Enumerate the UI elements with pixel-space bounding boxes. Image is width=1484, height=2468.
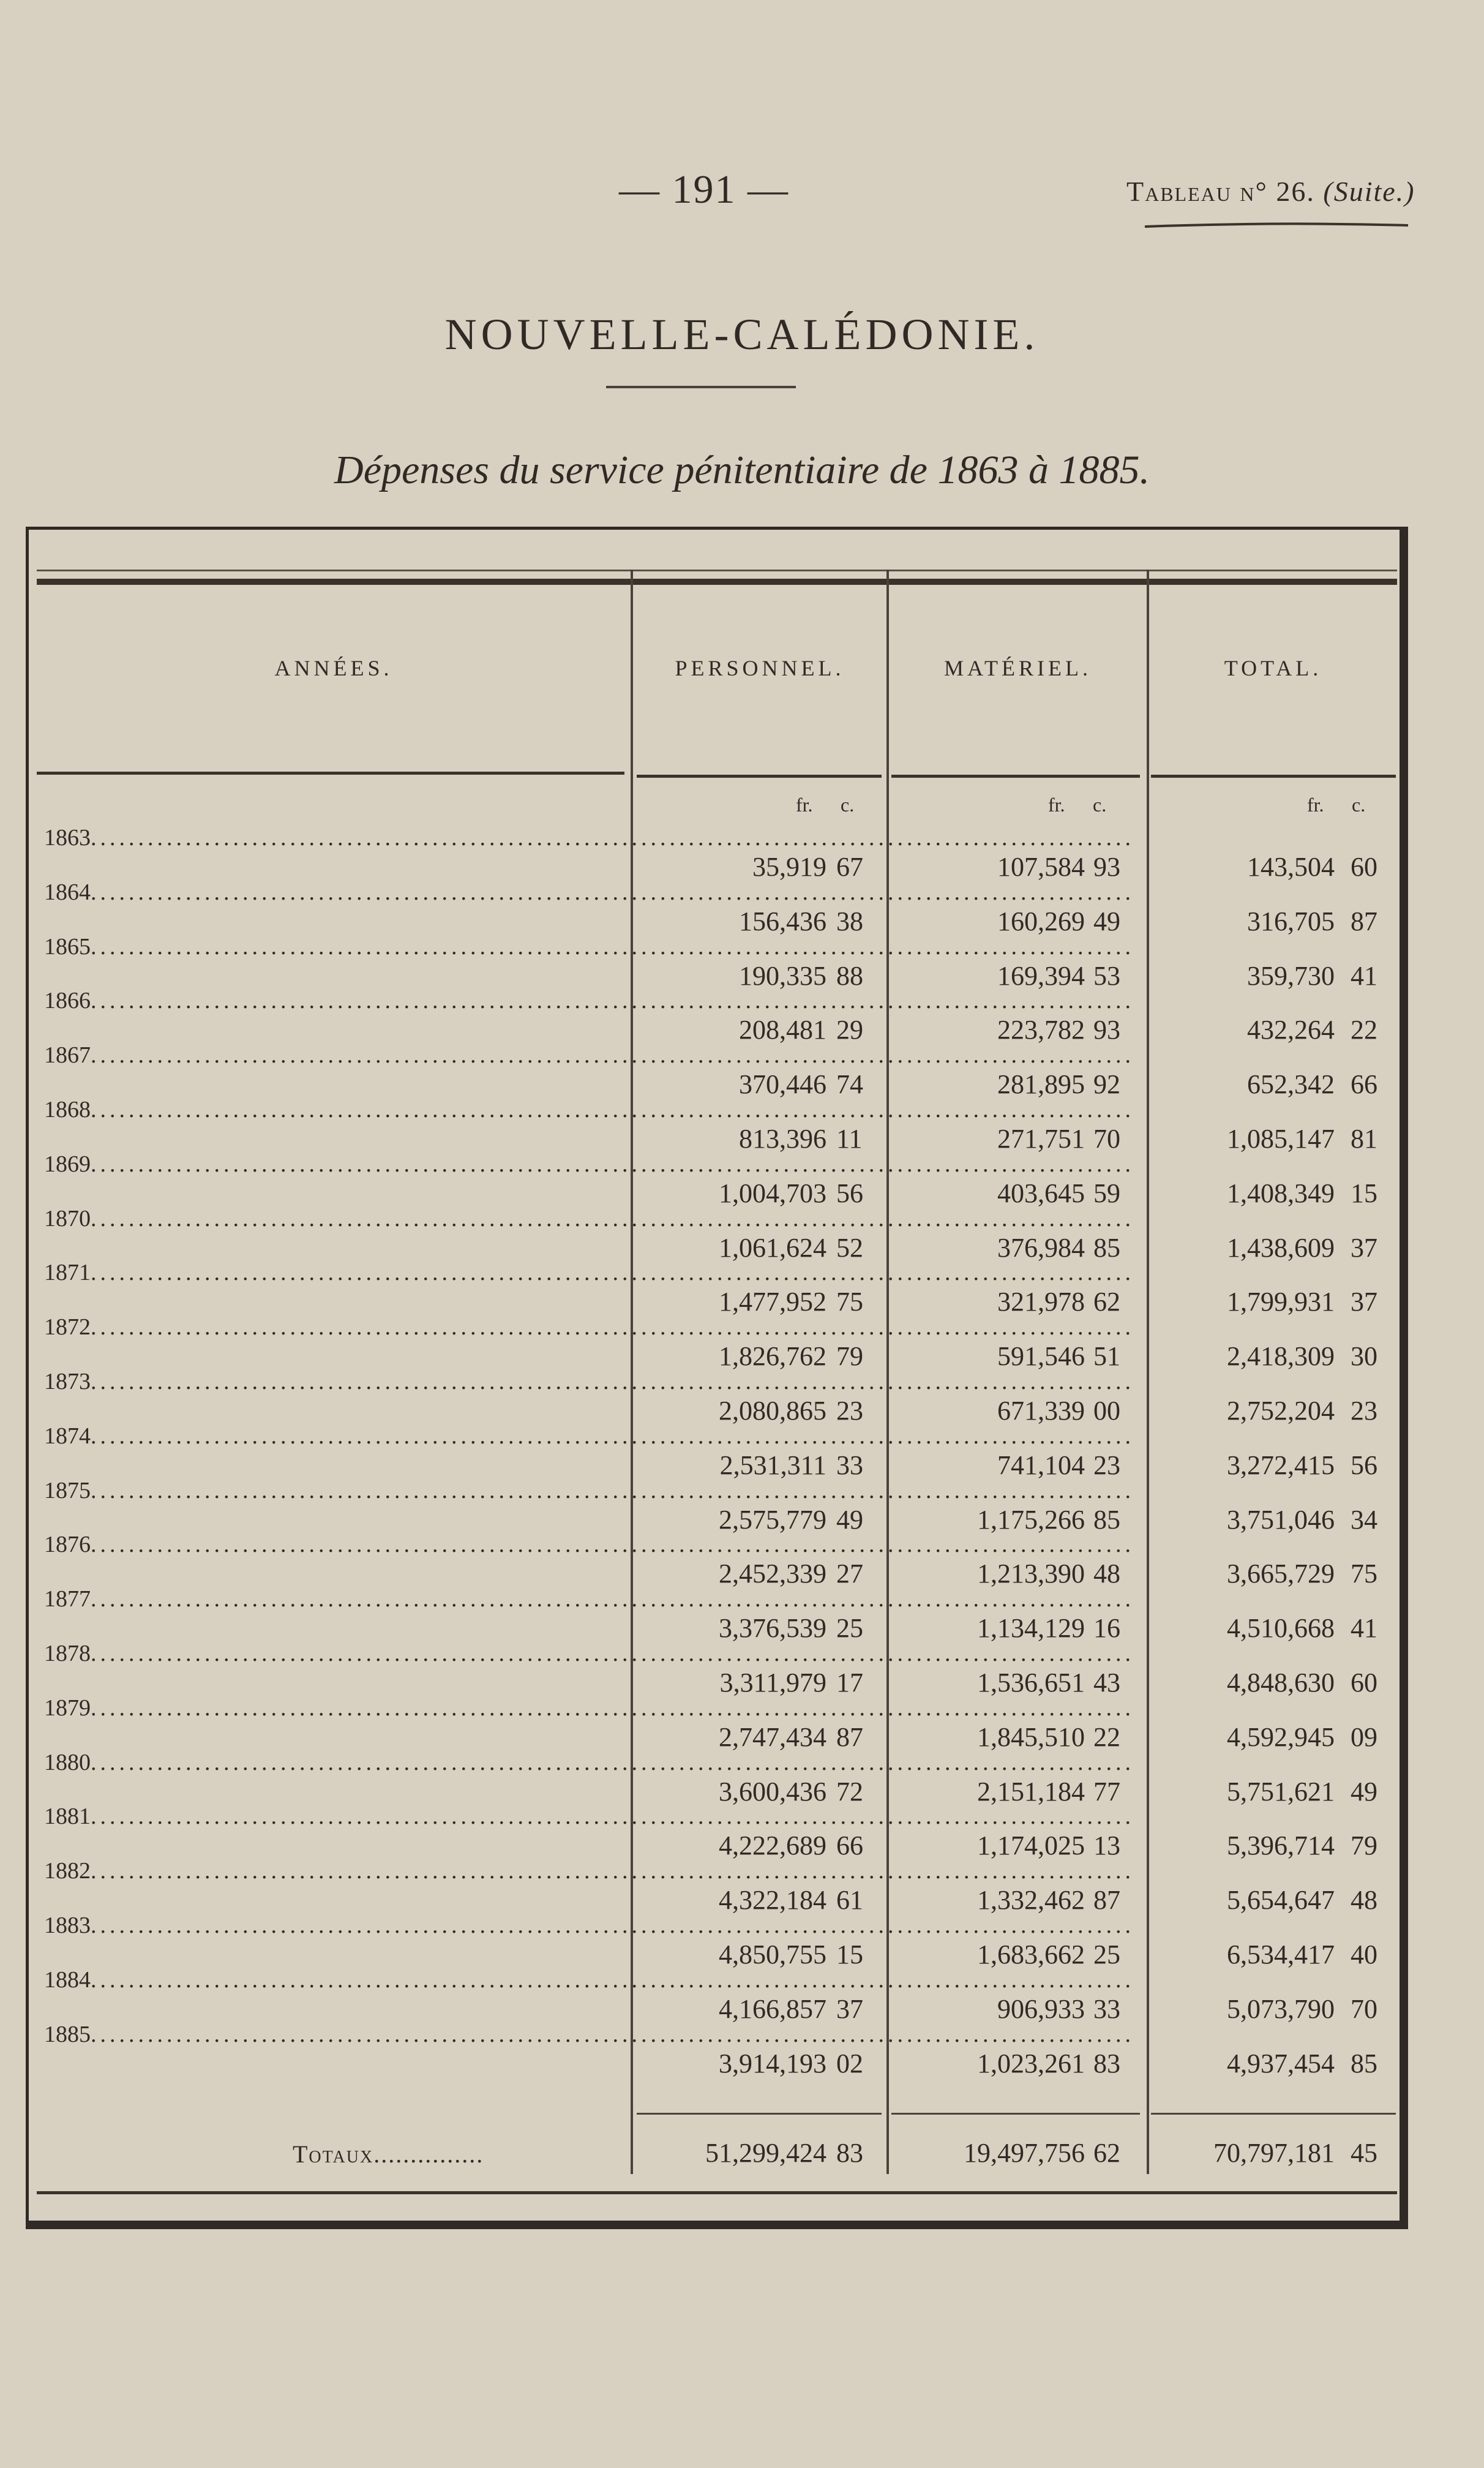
cell-personnel-fr: 1,004,703 (719, 1178, 826, 1208)
leader-dots: .............................................................................................................. (91, 1369, 1134, 1394)
cell-personnel-c: 15 (836, 1939, 863, 1970)
row-year-label: 1881 (44, 1804, 91, 1829)
cell-personnel-c: 67 (836, 852, 863, 882)
cell-personnel-fr: 1,061,624 (719, 1233, 826, 1263)
cell-total-c: 41 (1351, 1613, 1377, 1643)
cell-personnel-c: 23 (836, 1396, 863, 1426)
cell-total-fr: 432,264 (1247, 1015, 1335, 1045)
cell-materiel-c: 16 (1093, 1613, 1120, 1643)
cell-total-c: 48 (1351, 1885, 1377, 1915)
cell-personnel-c: 27 (836, 1559, 863, 1589)
cell-materiel-fr: 1,134,129 (977, 1613, 1085, 1643)
leader-dots: .............................................................................................................. (91, 879, 1134, 905)
cell-total-c: 70 (1351, 1994, 1377, 2024)
row-year (44, 1314, 1134, 1341)
cell-total-c: 23 (1351, 1396, 1377, 1426)
row-year (44, 1259, 1134, 1286)
cell-total-c: 85 (1351, 2049, 1377, 2079)
row-year-label: 1880 (44, 1750, 91, 1775)
row-year (44, 1749, 1134, 1776)
leader-dots: .............................................................................................................. (91, 1206, 1134, 1232)
row-year (44, 1803, 1134, 1830)
cell-personnel-c: 25 (836, 1613, 863, 1643)
cell-materiel-c: 51 (1093, 1341, 1120, 1371)
cell-materiel-fr: 223,782 (997, 1015, 1085, 1045)
cell-materiel-c: 93 (1093, 852, 1120, 882)
row-year (44, 1531, 1134, 1558)
cell-total-c: 56 (1351, 1450, 1377, 1480)
totals-personnel-fr: 51,299,424 (705, 2138, 826, 2168)
table-top-rule (37, 570, 1397, 571)
row-year (44, 1423, 1134, 1450)
cell-personnel-c: 29 (836, 1015, 863, 1045)
cell-materiel-fr: 321,978 (997, 1287, 1085, 1317)
cell-materiel-fr: 107,584 (997, 852, 1085, 882)
leader-dots: .............................................................................................................. (91, 1804, 1134, 1829)
totals-materiel-fr: 19,497,756 (964, 2138, 1085, 2168)
cell-total-fr: 5,073,790 (1227, 1994, 1335, 2024)
cell-total-fr: 5,654,647 (1227, 1885, 1335, 1915)
cell-personnel-fr: 2,452,339 (719, 1559, 826, 1589)
row-year-label: 1879 (44, 1695, 91, 1721)
unit-c-personnel: c. (841, 794, 855, 816)
cell-personnel-fr: 4,322,184 (719, 1885, 826, 1915)
cell-total-fr: 5,751,621 (1227, 1777, 1335, 1807)
row-year-label: 1885 (44, 2022, 91, 2047)
cell-total-c: 60 (1351, 1668, 1377, 1698)
row-year (44, 1912, 1134, 1939)
cell-total-fr: 1,799,931 (1227, 1287, 1335, 1317)
cell-personnel-c: 56 (836, 1178, 863, 1208)
cell-total-fr: 359,730 (1247, 961, 1335, 991)
row-year-label: 1871 (44, 1260, 91, 1285)
row-year (44, 933, 1134, 960)
cell-materiel-c: 53 (1093, 961, 1120, 991)
cell-personnel-fr: 190,335 (739, 961, 826, 991)
table-top-rule-thick (37, 579, 1397, 585)
cell-total-c: 34 (1351, 1505, 1377, 1535)
leader-dots: .............................................................................................................. (91, 1314, 1134, 1340)
cell-materiel-c: 59 (1093, 1178, 1120, 1208)
cell-materiel-c: 77 (1093, 1777, 1120, 1807)
cell-total-c: 15 (1351, 1178, 1377, 1208)
row-year (44, 1695, 1134, 1721)
leader-dots: .............................................................................................................. (91, 988, 1134, 1014)
leader-dots: .............................................................................................................. (91, 1532, 1134, 1557)
cell-materiel-fr: 1,175,266 (977, 1505, 1085, 1535)
cell-personnel-fr: 3,600,436 (719, 1777, 826, 1807)
cell-materiel-c: 85 (1093, 1505, 1120, 1535)
row-year-label: 1873 (44, 1369, 91, 1394)
cell-total-fr: 4,848,630 (1227, 1668, 1335, 1698)
cell-personnel-c: 17 (836, 1668, 863, 1698)
leader-dots: .............................................................................................................. (91, 1478, 1134, 1503)
totals-rule-total (1151, 2113, 1396, 2115)
cell-materiel-c: 85 (1093, 1233, 1120, 1263)
cell-materiel-fr: 1,536,651 (977, 1668, 1085, 1698)
cell-total-c: 09 (1351, 1722, 1377, 1752)
cell-personnel-fr: 2,747,434 (719, 1722, 826, 1752)
cell-total-fr: 4,592,945 (1227, 1722, 1335, 1752)
row-year (44, 1586, 1134, 1612)
cell-personnel-c: 52 (836, 1233, 863, 1263)
cell-materiel-c: 25 (1093, 1939, 1120, 1970)
tableau-reference (1126, 175, 1415, 208)
cell-personnel-fr: 3,376,539 (719, 1613, 826, 1643)
cell-materiel-c: 70 (1093, 1124, 1120, 1154)
cell-materiel-fr: 2,151,184 (977, 1777, 1085, 1807)
cell-personnel-c: 61 (836, 1885, 863, 1915)
cell-materiel-c: 49 (1093, 906, 1120, 936)
cell-total-c: 49 (1351, 1777, 1377, 1807)
totals-leader-dots: ............... (373, 2140, 484, 2168)
cell-personnel-c: 49 (836, 1505, 863, 1535)
row-year (44, 1640, 1134, 1667)
cell-materiel-c: 13 (1093, 1830, 1120, 1860)
cell-materiel-fr: 1,174,025 (977, 1830, 1085, 1860)
cell-total-fr: 4,937,454 (1227, 2049, 1335, 2079)
cell-materiel-c: 92 (1093, 1069, 1120, 1099)
cell-personnel-fr: 3,914,193 (719, 2049, 826, 2079)
page-number: — 191 — (619, 167, 789, 212)
cell-total-c: 41 (1351, 961, 1377, 991)
unit-fr-total: fr. (1307, 794, 1324, 816)
row-year (44, 879, 1134, 906)
row-year-label: 1876 (44, 1532, 91, 1557)
row-year-label: 1872 (44, 1314, 91, 1340)
cell-personnel-c: 87 (836, 1722, 863, 1752)
cell-personnel-c: 79 (836, 1341, 863, 1371)
cell-total-c: 60 (1351, 852, 1377, 882)
cell-total-c: 40 (1351, 1939, 1377, 1970)
cell-total-fr: 2,752,204 (1227, 1396, 1335, 1426)
table-bottom-rule (37, 2191, 1397, 2194)
header-rule-annees (37, 772, 624, 775)
leader-dots: .............................................................................................................. (91, 1042, 1134, 1068)
totals-materiel-c: 62 (1093, 2138, 1120, 2168)
totals-total-c: 45 (1351, 2138, 1377, 2168)
cell-materiel-fr: 1,332,462 (977, 1885, 1085, 1915)
leader-dots: .............................................................................................................. (91, 1423, 1134, 1449)
leader-dots: .............................................................................................................. (91, 2022, 1134, 2047)
cell-personnel-fr: 208,481 (739, 1015, 826, 1045)
cell-materiel-fr: 1,213,390 (977, 1559, 1085, 1589)
row-year (44, 987, 1134, 1014)
leader-dots: .............................................................................................................. (91, 1750, 1134, 1775)
leader-dots: .............................................................................................................. (91, 1641, 1134, 1666)
row-year-label: 1883 (44, 1913, 91, 1938)
cell-personnel-c: 38 (836, 906, 863, 936)
row-year (44, 824, 1134, 851)
cell-personnel-fr: 4,850,755 (719, 1939, 826, 1970)
row-year (44, 1857, 1134, 1884)
header-rule-personnel (637, 775, 882, 778)
cell-personnel-c: 02 (836, 2049, 863, 2079)
cell-materiel-fr: 1,023,261 (977, 2049, 1085, 2079)
page-title: NOUVELLE-CALÉDONIE. (444, 310, 1040, 359)
cell-materiel-c: 22 (1093, 1722, 1120, 1752)
cell-personnel-fr: 1,477,952 (719, 1287, 826, 1317)
cell-total-c: 37 (1351, 1287, 1377, 1317)
cell-personnel-fr: 370,446 (739, 1069, 826, 1099)
cell-materiel-fr: 1,683,662 (977, 1939, 1085, 1970)
cell-materiel-fr: 591,546 (997, 1341, 1085, 1371)
cell-personnel-fr: 813,396 (739, 1124, 826, 1154)
cell-materiel-c: 33 (1093, 1994, 1120, 2024)
row-year-label: 1864 (44, 879, 91, 905)
row-year (44, 1042, 1134, 1069)
leader-dots: .............................................................................................................. (91, 1913, 1134, 1938)
leader-dots: .............................................................................................................. (91, 1695, 1134, 1721)
column-header-annees: ANNÉES. (274, 656, 393, 680)
tableau-number: Tableau n° 26. (1126, 176, 1315, 207)
cell-total-fr: 143,504 (1247, 852, 1335, 882)
cell-materiel-c: 87 (1093, 1885, 1120, 1915)
cell-total-fr: 1,438,609 (1227, 1233, 1335, 1263)
leader-dots: .............................................................................................................. (91, 934, 1134, 960)
cell-personnel-fr: 2,080,865 (719, 1396, 826, 1426)
row-year (44, 1368, 1134, 1395)
header-rule-total (1151, 775, 1396, 778)
page-subtitle: Dépenses du service pénitentiaire de 1863 à 1885. (334, 448, 1150, 492)
totals-rule-materiel (891, 2113, 1140, 2115)
cell-total-c: 30 (1351, 1341, 1377, 1371)
leader-dots: .............................................................................................................. (91, 1967, 1134, 1993)
cell-personnel-fr: 156,436 (739, 906, 826, 936)
row-year-label: 1884 (44, 1967, 91, 1993)
row-year (44, 2021, 1134, 2048)
cell-personnel-fr: 1,826,762 (719, 1341, 826, 1371)
row-year-label: 1875 (44, 1478, 91, 1503)
unit-c-materiel: c. (1093, 794, 1107, 816)
cell-personnel-c: 88 (836, 961, 863, 991)
reference-underline (1145, 224, 1408, 228)
cell-materiel-fr: 281,895 (997, 1069, 1085, 1099)
cell-total-c: 75 (1351, 1559, 1377, 1589)
row-year-label: 1866 (44, 988, 91, 1014)
row-year (44, 1151, 1134, 1178)
cell-total-c: 81 (1351, 1124, 1377, 1154)
unit-fr-materiel: fr. (1048, 794, 1065, 816)
cell-total-fr: 1,408,349 (1227, 1178, 1335, 1208)
cell-materiel-c: 83 (1093, 2049, 1120, 2079)
cell-materiel-c: 00 (1093, 1396, 1120, 1426)
cell-total-fr: 3,751,046 (1227, 1505, 1335, 1535)
cell-personnel-fr: 2,575,779 (719, 1505, 826, 1535)
title-rule (606, 386, 796, 388)
cell-total-fr: 6,534,417 (1227, 1939, 1335, 1970)
totals-total-fr: 70,797,181 (1213, 2138, 1335, 2168)
leader-dots: .............................................................................................................. (91, 1097, 1134, 1123)
cell-personnel-fr: 35,919 (752, 852, 826, 882)
leader-dots: .............................................................................................................. (91, 1858, 1134, 1884)
cell-personnel-fr: 3,311,979 (719, 1668, 826, 1698)
row-year-label: 1877 (44, 1586, 91, 1612)
row-year (44, 1966, 1134, 1993)
cell-total-fr: 1,085,147 (1227, 1124, 1335, 1154)
cell-total-fr: 3,665,729 (1227, 1559, 1335, 1589)
tableau-suite: (Suite.) (1323, 176, 1415, 207)
row-year-label: 1874 (44, 1423, 91, 1449)
cell-total-fr: 652,342 (1247, 1069, 1335, 1099)
totals-row (293, 2140, 484, 2169)
cell-materiel-c: 23 (1093, 1450, 1120, 1480)
cell-personnel-c: 72 (836, 1777, 863, 1807)
cell-materiel-fr: 169,394 (997, 961, 1085, 991)
row-year-label: 1863 (44, 825, 91, 851)
cell-total-fr: 316,705 (1247, 906, 1335, 936)
row-year-label: 1865 (44, 934, 91, 960)
row-year-label: 1867 (44, 1042, 91, 1068)
cell-personnel-c: 37 (836, 1994, 863, 2024)
column-header-materiel: MATÉRIEL. (944, 656, 1092, 680)
row-year-label: 1878 (44, 1641, 91, 1666)
leader-dots: .............................................................................................................. (91, 1260, 1134, 1285)
unit-fr-personnel: fr. (796, 794, 813, 816)
unit-c-total: c. (1352, 794, 1366, 816)
cell-total-fr: 3,272,415 (1227, 1450, 1335, 1480)
row-year-label: 1869 (44, 1151, 91, 1177)
cell-personnel-c: 33 (836, 1450, 863, 1480)
cell-materiel-fr: 271,751 (997, 1124, 1085, 1154)
header-rule-materiel (891, 775, 1140, 778)
cell-personnel-fr: 4,222,689 (719, 1830, 826, 1860)
column-header-personnel: PERSONNEL. (675, 656, 845, 680)
totals-rule-personnel (637, 2113, 882, 2115)
cell-total-fr: 4,510,668 (1227, 1613, 1335, 1643)
row-year-label: 1868 (44, 1097, 91, 1123)
row-year (44, 1205, 1134, 1232)
cell-total-c: 87 (1351, 906, 1377, 936)
totals-label: Totaux (293, 2140, 374, 2168)
cell-materiel-fr: 906,933 (997, 1994, 1085, 2024)
cell-materiel-fr: 671,339 (997, 1396, 1085, 1426)
leader-dots: .............................................................................................................. (91, 825, 1134, 851)
cell-personnel-c: 66 (836, 1830, 863, 1860)
row-year-label: 1870 (44, 1206, 91, 1232)
cell-materiel-fr: 1,845,510 (977, 1722, 1085, 1752)
cell-total-c: 79 (1351, 1830, 1377, 1860)
cell-personnel-c: 11 (836, 1124, 863, 1154)
cell-total-c: 66 (1351, 1069, 1377, 1099)
cell-materiel-fr: 741,104 (997, 1450, 1085, 1480)
row-year (44, 1477, 1134, 1504)
cell-personnel-fr: 2,531,311 (719, 1450, 826, 1480)
totals-personnel-c: 83 (836, 2138, 863, 2168)
leader-dots: .............................................................................................................. (91, 1586, 1134, 1612)
cell-personnel-c: 75 (836, 1287, 863, 1317)
column-divider-materiel (1147, 570, 1149, 2174)
cell-personnel-fr: 4,166,857 (719, 1994, 826, 2024)
cell-total-c: 22 (1351, 1015, 1377, 1045)
column-header-total: TOTAL. (1224, 656, 1322, 680)
cell-materiel-c: 93 (1093, 1015, 1120, 1045)
cell-total-fr: 5,396,714 (1227, 1830, 1335, 1860)
row-year (44, 1096, 1134, 1123)
cell-materiel-c: 62 (1093, 1287, 1120, 1317)
cell-materiel-fr: 376,984 (997, 1233, 1085, 1263)
leader-dots: .............................................................................................................. (91, 1151, 1134, 1177)
cell-total-fr: 2,418,309 (1227, 1341, 1335, 1371)
row-year-label: 1882 (44, 1858, 91, 1884)
cell-total-c: 37 (1351, 1233, 1377, 1263)
cell-materiel-c: 43 (1093, 1668, 1120, 1698)
cell-materiel-c: 48 (1093, 1559, 1120, 1589)
cell-materiel-fr: 160,269 (997, 906, 1085, 936)
cell-materiel-fr: 403,645 (997, 1178, 1085, 1208)
cell-personnel-c: 74 (836, 1069, 863, 1099)
